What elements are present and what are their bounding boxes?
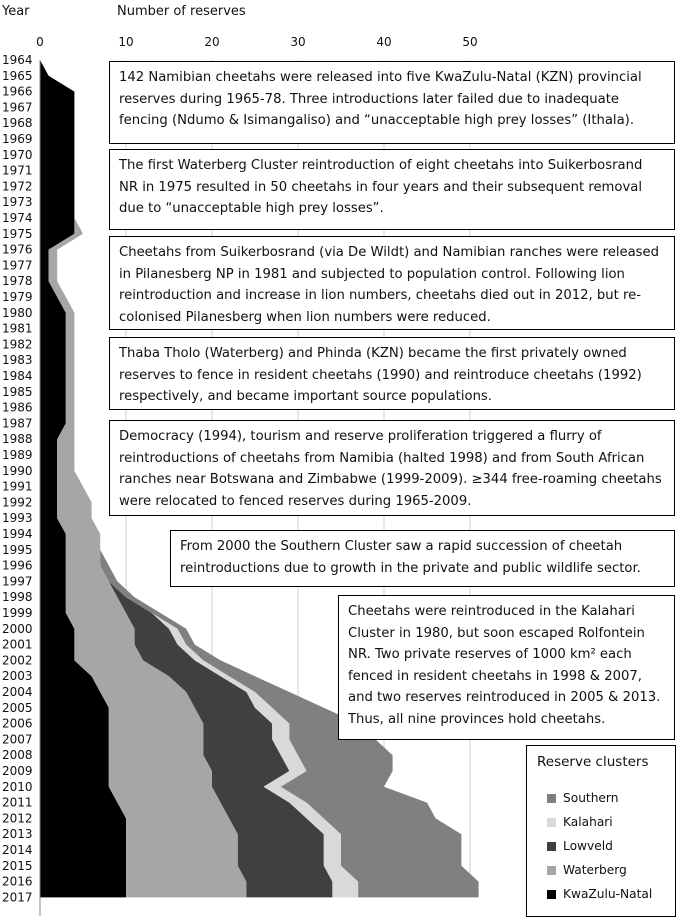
annotation-southern-cluster: From 2000 the Southern Cluster saw a rapid succession of cheetah reintroductions due to growth in the private and public wildlife sector. [170,530,675,587]
y-tick-label: 1965 [2,68,33,83]
y-tick-label: 1980 [2,305,33,320]
y-tick-label: 1993 [2,511,33,526]
legend-swatch-kalahari [547,818,556,827]
y-tick-label: 2011 [2,795,33,810]
y-tick-label: 2017 [2,890,33,905]
y-tick-label: 2002 [2,653,33,668]
legend-swatch-kwazulu-natal [547,890,556,899]
x-tick-labels [36,35,477,49]
y-tick-label: 1990 [2,463,33,478]
y-tick-label: 1994 [2,527,33,541]
y-tick-label: 2015 [2,858,33,873]
y-tick-label: 2012 [2,811,33,826]
annotation-kalahari: Cheetahs were reintroduced in the Kalahari Cluster in 1980, but soon escaped Rolfontein NR. Two private reserves of 1000 km² each fenced in resident cheetahs in 1998 & 2007, and two reserves reintroduced in 2005 & 2013. Thus, all nine provinces hold cheetahs. [338,595,675,740]
y-tick-label: 2007 [2,732,33,747]
x-tick-label: 0 [36,35,44,49]
y-tick-label: 1987 [2,416,33,431]
y-axis-title: Year [2,4,30,19]
annotation-kzn: 142 Namibian cheetahs were released into five KwaZulu-Natal (KZN) provincial reserves during 1965-78. Three introductions later failed due to inadequate fencing (Ndumo & Isimangaliso) and “unacceptable high prey losses” (Ithala). [109,61,675,144]
y-tick-label: 1996 [2,558,33,573]
y-tick-label: 1976 [2,242,33,257]
legend-title: Reserve clusters [537,754,649,770]
y-tick-label: 2014 [2,843,33,857]
y-tick-label: 1975 [2,226,33,241]
legend [526,745,676,917]
legend-swatch-lowveld [547,842,556,851]
y-tick-labels [2,53,33,904]
y-tick-label: 2003 [2,669,33,684]
y-tick-label: 1995 [2,542,33,557]
y-tick-label: 1998 [2,590,33,605]
annotation-democracy: Democracy (1994), tourism and reserve proliferation triggered a flurry of reintroductions of cheetahs from Namibia (halted 1998) and from South African ranches near Botswana and Zimbabwe (1999-2009). ≥344 free-roaming cheetahs were relocated to fenced reserves during 1965-2009. [109,420,675,516]
y-tick-label: 2010 [2,779,33,794]
y-tick-label: 1964 [2,53,33,67]
y-tick-label: 2005 [2,700,33,715]
y-tick-label: 2001 [2,637,33,652]
y-tick-label: 2016 [2,874,33,889]
y-tick-label: 2008 [2,748,33,763]
x-tick-label: 10 [118,35,134,49]
y-tick-label: 1971 [2,163,33,178]
annotation-waterberg-suikerbosrand: The first Waterberg Cluster reintroduction of eight cheetahs into Suikerbosrand NR in 1975 resulted in 50 cheetahs in four years and their subsequent removal due to “unacceptable high prey losses”. [109,149,675,230]
y-tick-label: 1974 [2,211,33,225]
y-tick-label: 1967 [2,100,33,115]
y-tick-label: 2004 [2,685,33,699]
legend-item-waterberg [547,863,627,877]
legend-item-lowveld [547,839,613,853]
legend-swatch-southern [547,794,556,803]
legend-item-kwazulu-natal [547,887,652,901]
y-tick-label: 1966 [2,84,33,99]
y-tick-label: 1999 [2,606,33,620]
y-tick-label: 2013 [2,827,33,842]
x-tick-label: 30 [290,35,306,49]
y-tick-label: 2000 [2,621,33,636]
y-tick-label: 1989 [2,448,33,462]
x-axis-title: Number of reserves [117,4,246,19]
y-tick-label: 1985 [2,384,33,399]
y-tick-label: 1988 [2,432,33,447]
y-tick-label: 1978 [2,274,33,289]
y-tick-label: 1970 [2,147,33,162]
legend-swatch-waterberg [547,866,556,875]
legend-label-lowveld: Lowveld [563,839,613,853]
legend-label-southern: Southern [563,791,619,805]
y-tick-label: 1991 [2,479,33,494]
legend-item-southern [547,791,618,805]
y-tick-label: 1986 [2,400,33,415]
y-tick-label: 1972 [2,179,33,194]
legend-item-kalahari [547,815,613,829]
y-tick-label: 1968 [2,116,33,131]
y-tick-label: 1997 [2,574,33,589]
y-tick-label: 2006 [2,716,33,731]
x-tick-label: 20 [204,35,220,49]
y-tick-label: 1969 [2,132,33,146]
y-tick-label: 1981 [2,321,33,336]
y-tick-label: 1979 [2,290,33,304]
annotation-pilanesberg: Cheetahs from Suikerbosrand (via De Wildt) and Namibian ranches were released in Pilanesberg NP in 1981 and subjected to population control. Following lion reintroduction and increase in lion numbers, cheetahs died out in 2012, but re-colonised Pilanesberg when lion numbers were reduced. [109,236,675,330]
y-tick-label: 1977 [2,258,33,273]
y-tick-label: 1973 [2,195,33,210]
x-tick-label: 40 [376,35,392,49]
y-tick-label: 2009 [2,764,33,778]
legend-label-kwazulu-natal: KwaZulu-Natal [563,887,653,901]
legend-label-kalahari: Kalahari [563,815,613,829]
y-tick-label: 1984 [2,369,33,383]
annotation-thaba-tholo-phinda: Thaba Tholo (Waterberg) and Phinda (KZN) became the first privately owned reserves to fence in resident cheetahs (1990) and reintroduce cheetahs (1992) respectively, and became important source populations. [109,337,675,410]
legend-label-waterberg: Waterberg [563,863,627,877]
y-tick-label: 1982 [2,337,33,352]
y-tick-label: 1992 [2,495,33,510]
x-tick-label: 50 [462,35,478,49]
y-tick-label: 1983 [2,353,33,368]
